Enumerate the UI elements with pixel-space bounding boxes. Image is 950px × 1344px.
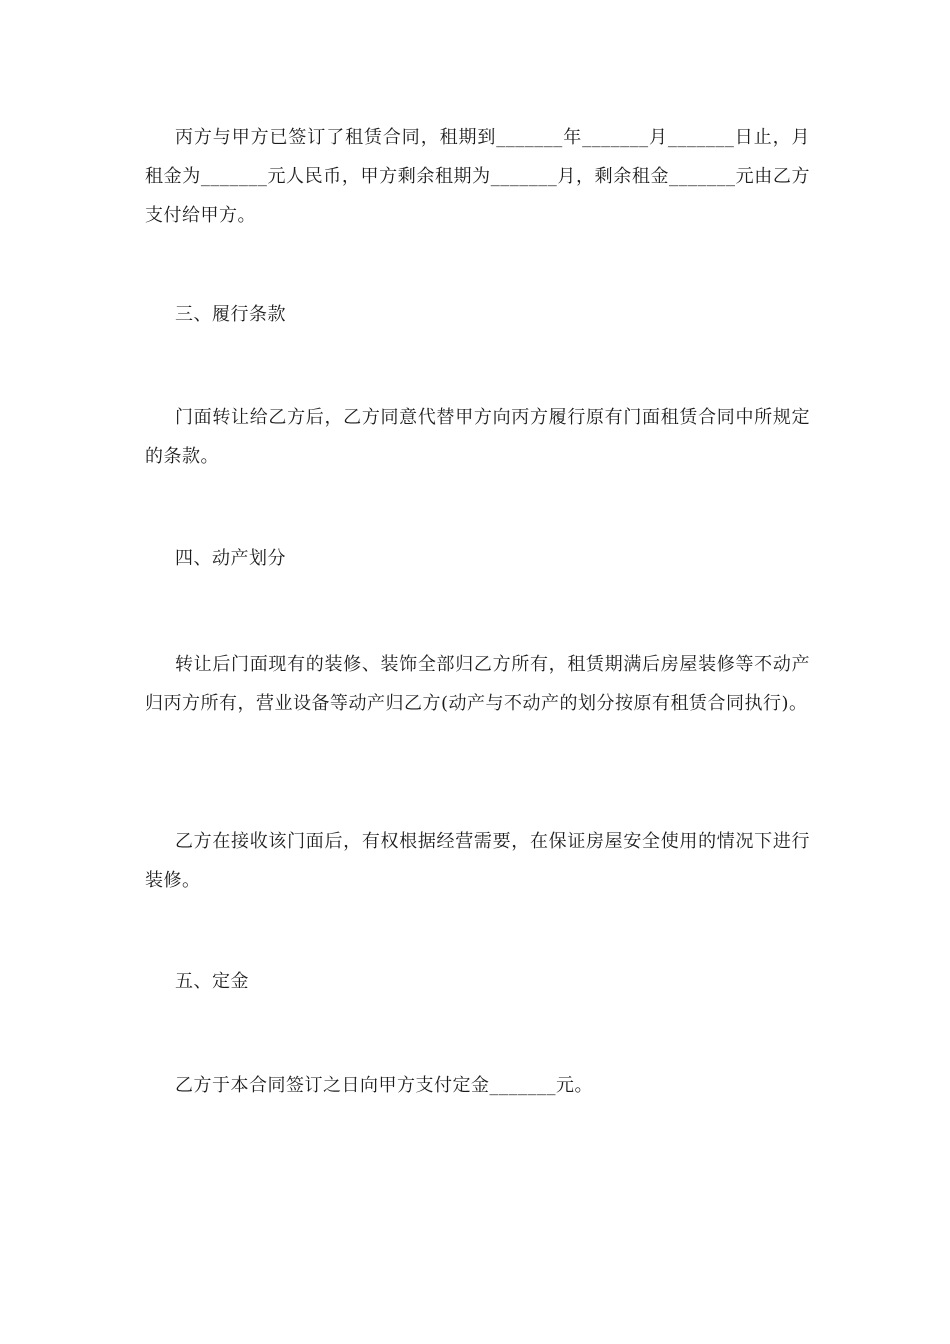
movable-property-paragraph: 转让后门面现有的装修、装饰全部归乙方所有，租赁期满后房屋装修等不动产归丙方所有，营业设备等动产归乙方(动产与不动产的划分按原有租赁合同执行)。 — [145, 654, 810, 714]
performance-terms-paragraph: 门面转让给乙方后，乙方同意代替甲方向丙方履行原有门面租赁合同中所规定的条款。 — [145, 407, 810, 467]
section-heading-deposit: 五、定金 — [175, 971, 249, 992]
rental-term-paragraph: 丙方与甲方已签订了租赁合同，租期到_______年_______月_______日止，月租金为_______元人民币，甲方剩余租期为_______月，剩余租金_______元由乙方支付给甲方。 — [145, 127, 810, 226]
deposit-paragraph: 乙方于本合同签订之日向甲方支付定金_______元。 — [175, 1075, 593, 1096]
section-heading-performance-terms: 三、履行条款 — [175, 304, 286, 325]
section-heading-movable-property: 四、动产划分 — [175, 548, 286, 569]
renovation-rights-paragraph: 乙方在接收该门面后，有权根据经营需要，在保证房屋安全使用的情况下进行装修。 — [145, 831, 810, 891]
